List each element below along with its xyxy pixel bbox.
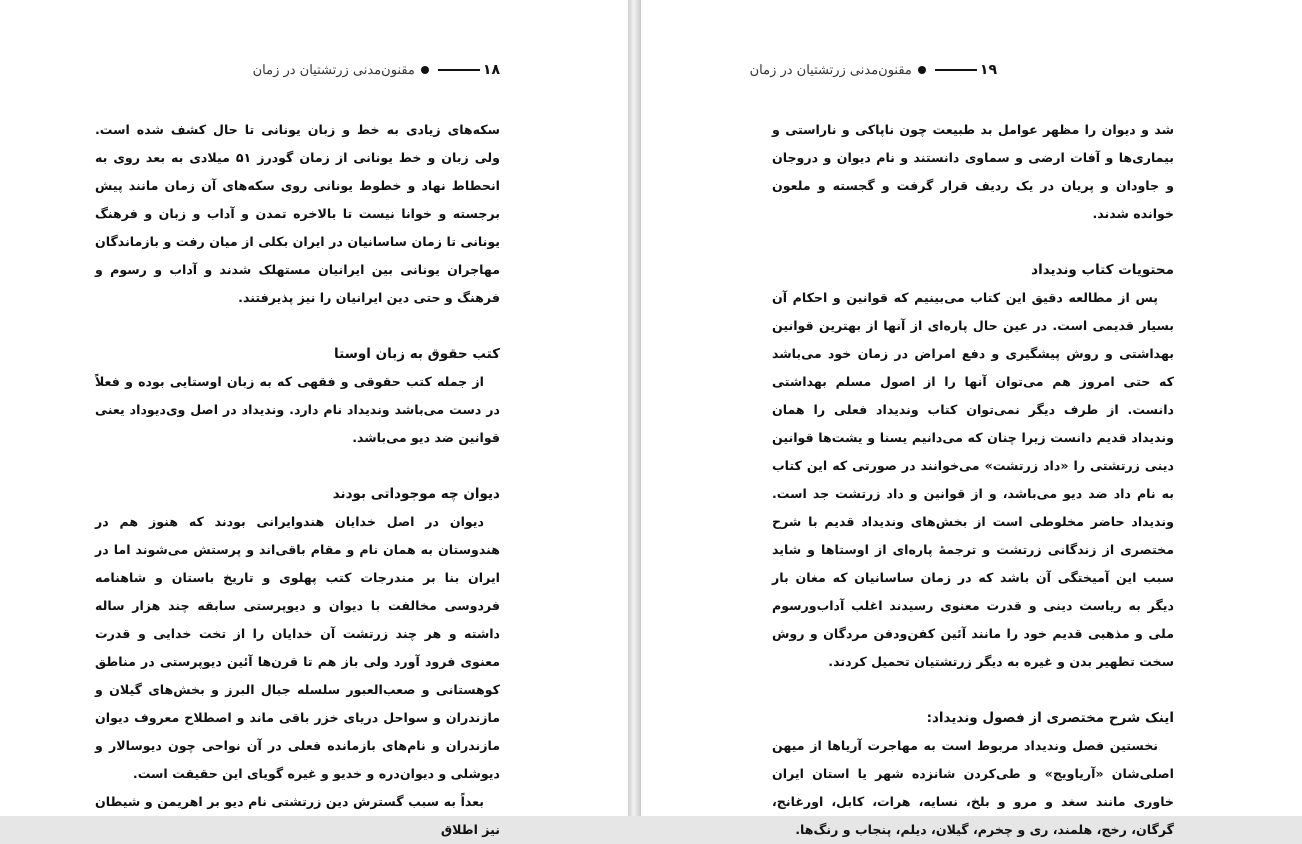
paragraph: شد و دیوان را مظهر عوامل بد طبیعت چون ناپاکی و ناراستی و بیماری‌ها و آفات ارضی و سماوی دانستند و نام دیوان و دروجان و جاودان و پریان در یک ردیف قرار گرفت و گجسته و ملعون خوانده شدند.: [772, 122, 1174, 221]
left-page-header: [253, 60, 500, 80]
paragraph: دیوان در اصل خدایان هندوایرانی بودند که هنوز هم در هندوستان به همان نام و مقام باقی‌اند و پرستش می‌شوند اما در ایران بنا بر مندرجات کتب پهلوی و تاریخ باستان و شاهنامه فردوسی مخالفت با دیوان و دیوپرستی سابقه چند هزار ساله داشته و هر چند زرتشت آن خدایان را از تخت خدایی و قدرت معنوی فرود آورد ولی باز هم تا قرن‌ها آئین دیوپرستی در مناطق کوهستانی و صعب‌العبور سلسله جبال البرز و بخش‌های گیلان و مازندران و سواحل دریای خزر باقی ماند و اصطلاح معروف دیوان مازندران و نام‌های بازمانده فعلی در آن نواحی چون دیوسالار و دیوشلی و دیوان‌دره و خدیو و غیره گویای این حقیقت است.: [95, 514, 500, 781]
section-heading: دیوان چه موجوداتی بودند: [332, 486, 500, 502]
page-number: ۱۹: [979, 62, 997, 78]
header-bullet-icon: [421, 66, 429, 74]
right-page-header: [750, 60, 997, 80]
section-heading: اینک شرح مختصری از فصول وندیداد:: [926, 710, 1174, 726]
header-bullet-icon: [918, 66, 926, 74]
paragraph: از جمله کتب حقوقی و فقهی که به زبان اوستایی بوده و فعلاً در دست می‌باشد وندیداد نام دارد. وندیداد در اصل وی‌دیوداد یعنی قوانین ضد دیو می‌باشد.: [95, 374, 500, 445]
left-page-body: [95, 116, 500, 844]
paragraph: پس از مطالعه دقیق این کتاب می‌بینیم که قوانین و احکام آن بسیار قدیمی است. در عین حال پاره‌ای از آنها از بهترین قوانین بهداشتی و روش پیشگیری و دفع امراض در زمان خود می‌باشد که حتی امروز هم می‌توان آنها را از اصول مسلم بهداشتی دانست. از طرف دیگر نمی‌توان کتاب وندیداد فعلی را همان وندیداد قدیم دانست زیرا چنان که می‌دانیم یسنا و یشت‌ها قوانین دینی زرتشتی را «داد زرتشت» می‌خوانند در صورتی که این کتاب به نام داد ضد دیو می‌باشد، و از قوانین و داد زرتشت جد است. وندیداد حاضر مخلوطی است از بخش‌های وندیداد قدیم با شرح مختصری از زندگانی زرتشت و ترجمهٔ پاره‌ای از اوستاها و شاید سبب این آمیختگی آن باشد که در زمان ساسانیان که مغان بار دیگر به ریاست دینی و قدرت معنوی رسیدند اغلب آداب‌ورسوم ملی و مذهبی قدیم خود را مانند آئین کفن‌ودفن مردگان و روش سخت تطهیر بدن و غیره به دیگر زرتشتیان تحمیل کردند.: [772, 290, 1174, 669]
paragraph: نخستین فصل وندیداد مربوط است به مهاجرت آریاها از میهن اصلی‌شان «آریاویج» و طی‌کردن شانزده شهر یا استان ایران خاوری مانند سغد و مرو و بلخ، نسایه، هرات، کابل، اورغانج، گرگان، رخج، هلمند، ری و چخرم، گیلان، دیلم، پنجاب و رنگ‌ها.: [772, 738, 1174, 837]
running-title: مقنون‌مدنی زرتشتیان در زمان: [252, 62, 415, 78]
right-page-body: [772, 116, 1174, 844]
paragraph: سکه‌های زیادی به خط و زبان یونانی تا حال کشف شده است. ولی زبان و خط یونانی از زمان گودرز ۵۱ میلادی به بعد روی به انحطاط نهاد و خطوط یونانی روی سکه‌های آن زمان مانند پیش برجسته و خوانا نیست تا بالاخره تمدن و آداب و زبان و فرهنگ یونانی تا زمان ساسانیان در ایران بکلی از میان رفت و بازماندگان مهاجران یونانی بین ایرانیان مستهلک شدند و آداب و رسوم و فرهنگ و حتی دین ایرانیان را نیز پذیرفتند.: [95, 122, 500, 305]
running-title: مقنون‌مدنی زرتشتیان در زمان: [749, 62, 912, 78]
header-rule: [935, 69, 977, 71]
book-gutter: [628, 0, 641, 816]
section-heading: کتب حقوق به زبان اوستا: [334, 346, 500, 362]
header-rule: [438, 69, 480, 71]
paragraph: بعداً به سبب گسترش دین زرتشتی نام دیو بر اهریمن و شیطان نیز اطلاق: [95, 794, 500, 837]
right-page: [641, 0, 1302, 837]
page-number: ۱۸: [482, 62, 500, 78]
left-page: [0, 0, 628, 837]
section-heading: محتویات کتاب وندیداد: [1031, 262, 1174, 278]
